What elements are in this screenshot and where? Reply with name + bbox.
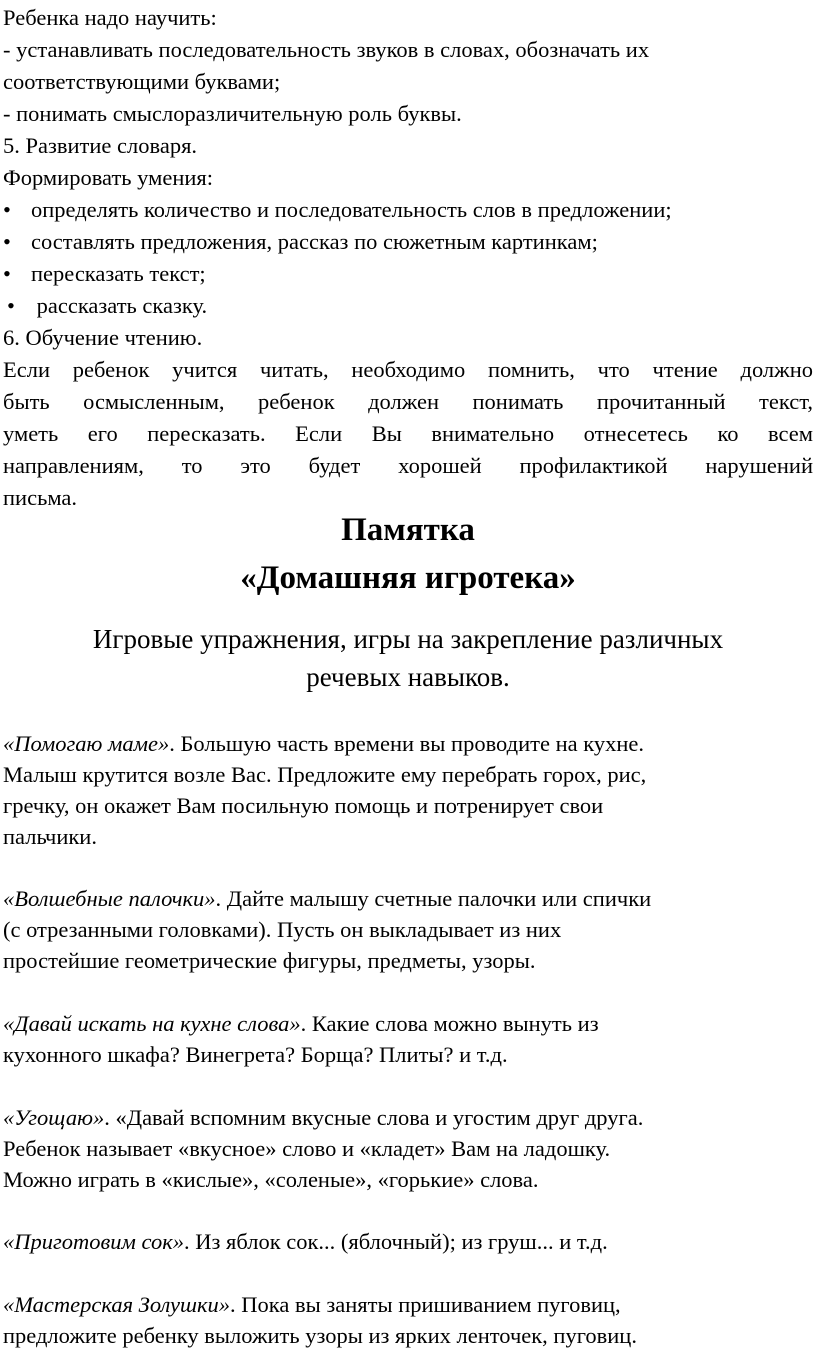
game-description-line: гречку, он окажет Вам посильную помощь и потренирует свои	[3, 793, 604, 818]
list-item	[3, 194, 813, 226]
game-description-line: кухонного шкафа? Винегрета? Борща? Плиты? и т.д.	[3, 1042, 508, 1067]
list-item-text: составлять предложения, рассказ по сюжетным картинкам;	[31, 229, 598, 254]
paragraph-line: уметь его пересказать. Если Вы внимательно отнесетесь ко всем	[3, 421, 813, 446]
game-description: . Из яблок сок... (яблочный); из груш... и т.д.	[183, 1229, 608, 1254]
list-item-text: пересказать текст;	[31, 261, 206, 286]
memo-title: Памятка	[341, 512, 475, 548]
game-name: «Приготовим сок»	[3, 1229, 184, 1254]
list-item-text: определять количество и последовательность слов в предложении;	[31, 197, 672, 222]
game-description: . «Давай вспомним вкусные слова и угостим друг друга.	[104, 1105, 644, 1130]
memo-subtitle: Игровые упражнения, игры на закрепление различных	[92, 624, 724, 654]
memo-title-quote: «Домашняя игротека»	[240, 560, 576, 596]
game-name: «Волшебные палочки»	[3, 886, 216, 911]
game-description-line: Ребенок называет «вкусное» слово и «кладет» Вам на ладошку.	[3, 1136, 611, 1161]
intro-line: Ребенка надо научить:	[3, 5, 217, 30]
game-description-line: простейшие геометрические фигуры, предметы, узоры.	[3, 948, 536, 973]
game-description-line: пальчики.	[3, 824, 97, 849]
paragraph-line: письма.	[3, 485, 78, 510]
skills-heading: Формировать умения:	[3, 165, 214, 190]
game-entry-first-line	[3, 1289, 813, 1320]
game-description: . Какие слова можно вынуть из	[300, 1011, 599, 1036]
game-description: . Пока вы заняты пришиванием пуговиц,	[230, 1292, 621, 1317]
bullet-icon: •	[3, 197, 11, 222]
game-description: . Дайте малышу счетные палочки или спички	[215, 886, 652, 911]
paragraph-line: направлениям, то это будет хорошей профилактикой нарушений	[3, 453, 813, 478]
intro-line: - устанавливать последовательность звуков в словах, обозначать их	[3, 37, 650, 62]
game-description-line: предложите ребенку выложить узоры из ярких ленточек, пуговиц.	[3, 1323, 637, 1348]
list-item	[3, 258, 813, 290]
section-heading: 6. Обучение чтению.	[3, 325, 203, 350]
bullet-icon: •	[3, 229, 11, 254]
game-description: . Большую часть времени вы проводите на кухне.	[169, 731, 644, 756]
game-name: «Угощаю»	[3, 1105, 105, 1130]
game-entry-first-line	[3, 1008, 813, 1039]
list-item	[3, 290, 813, 322]
intro-line: - понимать смыслоразличительную роль буквы.	[3, 101, 462, 126]
section-heading: 5. Развитие словаря.	[3, 133, 198, 158]
memo-subtitle: речевых навыков.	[306, 662, 510, 692]
list-item-text: рассказать сказку.	[31, 293, 208, 318]
bullet-icon: •	[7, 293, 15, 318]
paragraph-line: Если ребенок учится читать, необходимо помнить, что чтение должно	[3, 357, 813, 382]
game-entry-first-line	[3, 728, 813, 759]
game-description-line: Можно играть в «кислые», «соленые», «горькие» слова.	[3, 1167, 539, 1192]
game-name: «Помогаю маме»	[3, 731, 170, 756]
list-item	[3, 226, 813, 258]
game-entry-first-line	[3, 883, 813, 914]
game-name: «Мастерская Золушки»	[3, 1292, 231, 1317]
game-entry-first-line	[3, 1226, 813, 1257]
paragraph-line: быть осмысленным, ребенок должен понимать прочитанный текст,	[3, 389, 813, 414]
intro-line: соответствующими буквами;	[3, 69, 281, 94]
game-description-line: (с отрезанными головками). Пусть он выкладывает из них	[3, 917, 562, 942]
game-entry-first-line	[3, 1102, 813, 1133]
game-description-line: Малыш крутится возле Вас. Предложите ему перебрать горох, рис,	[3, 762, 647, 787]
bullet-icon: •	[3, 261, 11, 286]
game-name: «Давай искать на кухне слова»	[3, 1011, 301, 1036]
